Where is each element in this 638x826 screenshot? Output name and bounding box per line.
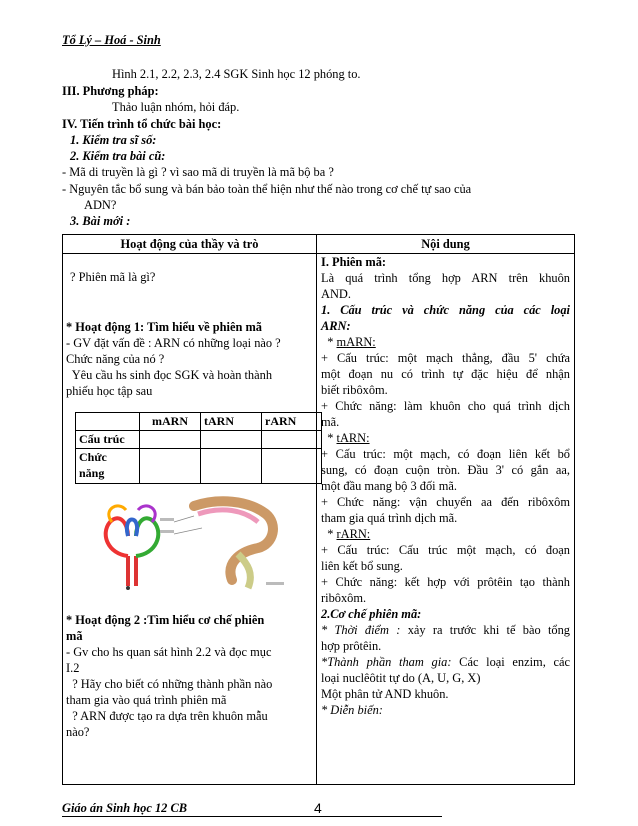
content-line: mã.	[321, 415, 340, 429]
activity-2-title-cont: mã	[66, 629, 83, 643]
rarn-heading: * rARN:	[321, 527, 371, 541]
content-line: biết ribôxôm.	[321, 383, 388, 397]
activity-1-line: phiếu học tập sau	[66, 384, 153, 398]
content-line: Là quá trình tổng hợp ARN trên khuôn	[321, 271, 570, 285]
activity-2-line: ? ARN được tạo ra dựa trên khuôn mẫu	[66, 709, 268, 723]
activity-2-line: tham gia vào quá trình phiên mã	[66, 693, 227, 707]
trna-3d-ribbon-icon	[160, 501, 284, 588]
content-line: AND.	[321, 287, 351, 301]
page-number: 4	[314, 800, 322, 816]
activity-2-line: I.2	[66, 661, 80, 675]
worksheet-header-marn: mARN	[140, 413, 201, 431]
worksheet-header-rarn: rARN	[262, 413, 322, 431]
activity-1-line: Chức năng của nó ?	[66, 352, 165, 366]
content-line: liên kết bổ sung.	[321, 559, 403, 573]
content-line: ribôxôm.	[321, 591, 367, 605]
trna-figure	[98, 494, 308, 594]
content-line: một đoạn nu có trình tự đặc hiệu để nhận	[321, 367, 570, 381]
content-line: một đầu mang bộ 3 đối mã.	[321, 479, 457, 493]
content-line: tham gia quá trình dịch mã.	[321, 511, 458, 525]
review-question-2-cont: ADN?	[84, 198, 117, 212]
content-line: + Cấu trúc: Cấu trúc một mạch, có đoạn	[321, 543, 570, 557]
activity-1-title: * Hoạt động 1: Tìm hiểu về phiên mã	[66, 320, 262, 334]
col-header-content: Nội dung	[317, 235, 575, 254]
step3-heading: 3. Bài mới :	[70, 214, 131, 228]
worksheet-row-chuc-nang: Chức năng	[76, 449, 140, 484]
subsection-2-heading: 2.Cơ chế phiên mã:	[321, 607, 422, 621]
worksheet-cell[interactable]	[201, 449, 262, 484]
footer-rule	[62, 816, 442, 817]
content-line: + Cấu trúc: một mạch thẳng, đầu 5' chứa	[321, 351, 570, 365]
step2-heading: 2. Kiểm tra bài cũ:	[70, 149, 166, 163]
content-line: + Chức năng: vận chuyển aa đến ribôxôm	[321, 495, 570, 509]
activity-2-line: ? Hãy cho biết có những thành phần nào	[66, 677, 273, 691]
content-cell	[317, 254, 575, 785]
worksheet-cell[interactable]	[201, 431, 262, 449]
section3-body: Thảo luận nhóm, hỏi đáp.	[112, 100, 240, 114]
worksheet-cell[interactable]	[140, 431, 201, 449]
trna-cloverleaf-icon	[106, 506, 159, 590]
footer-title: Giáo án Sinh học 12 CB	[62, 801, 187, 815]
figures-line: Hình 2.1, 2.2, 2.3, 2.4 SGK Sinh học 12 phóng to.	[112, 67, 361, 81]
page-header: Tổ Lý – Hoá - Sinh	[62, 33, 161, 47]
content-line: loại nuclêôtit tự do (A, U, G, X)	[321, 671, 481, 685]
worksheet-cell[interactable]	[140, 449, 201, 484]
worksheet-cell[interactable]	[262, 431, 322, 449]
content-line: + Cấu trúc: một mạch, có đoạn liên kết bổ	[321, 447, 570, 461]
step1-heading: 1. Kiểm tra sĩ số:	[70, 133, 157, 147]
worksheet-cell[interactable]	[262, 449, 322, 484]
content-line: + Chức năng: kết hợp với prôtêin tạo thành	[321, 575, 570, 589]
col-header-activities: Hoạt động của thầy và trò	[63, 235, 317, 254]
content-line: * Diễn biến:	[321, 703, 383, 717]
worksheet-header-tarn: tARN	[201, 413, 262, 431]
activity-2-title: * Hoạt động 2 :Tìm hiểu cơ chế phiên	[66, 613, 265, 627]
review-question-1: - Mã di truyền là gì ? vì sao mã di truyền là mã bộ ba ?	[62, 165, 334, 179]
activity-2-line: nào?	[66, 725, 90, 739]
subsection-1-heading-cont: ARN:	[321, 319, 351, 333]
phien-ma-heading: I. Phiên mã:	[321, 255, 387, 269]
section4-title: IV. Tiến trình tổ chức bài học:	[62, 117, 222, 131]
worksheet-table	[75, 412, 322, 484]
marn-heading: * mARN:	[321, 335, 376, 349]
worksheet-corner	[76, 413, 140, 431]
content-line: sung, có đoạn cuộn tròn. Đầu 3' có gắn aa,	[321, 463, 570, 477]
content-line: *Thành phần tham gia: Các loại enzim, các	[321, 655, 570, 669]
review-question-2: - Nguyên tắc bổ sung và bán bảo toàn thể hiện như thế nào trong cơ chế tự sao của	[62, 182, 472, 196]
activity-2-line: - Gv cho hs quan sát hình 2.2 và đọc mục	[66, 645, 272, 659]
activity-1-line: Yêu cầu hs sinh đọc SGK và hoàn thành	[66, 368, 273, 382]
subsection-1-heading: 1. Cấu trúc và chức năng của các loại	[321, 303, 570, 317]
section3-title: III. Phương pháp:	[62, 84, 159, 98]
content-line: + Chức năng: làm khuôn cho quá trình dịch	[321, 399, 570, 413]
question-phien-ma: ? Phiên mã là gì?	[70, 270, 156, 284]
worksheet-row-cau-truc: Cấu trúc	[76, 431, 140, 449]
content-line: Một phân tử AND khuôn.	[321, 687, 449, 701]
content-line: * Thời điểm : xảy ra trước khi tế bào tổng	[321, 623, 570, 637]
activity-1-line: - GV đặt vấn đề : ARN có những loại nào ?	[66, 336, 281, 350]
content-line: hợp prôtêin.	[321, 639, 382, 653]
tarn-heading: * tARN:	[321, 431, 370, 445]
